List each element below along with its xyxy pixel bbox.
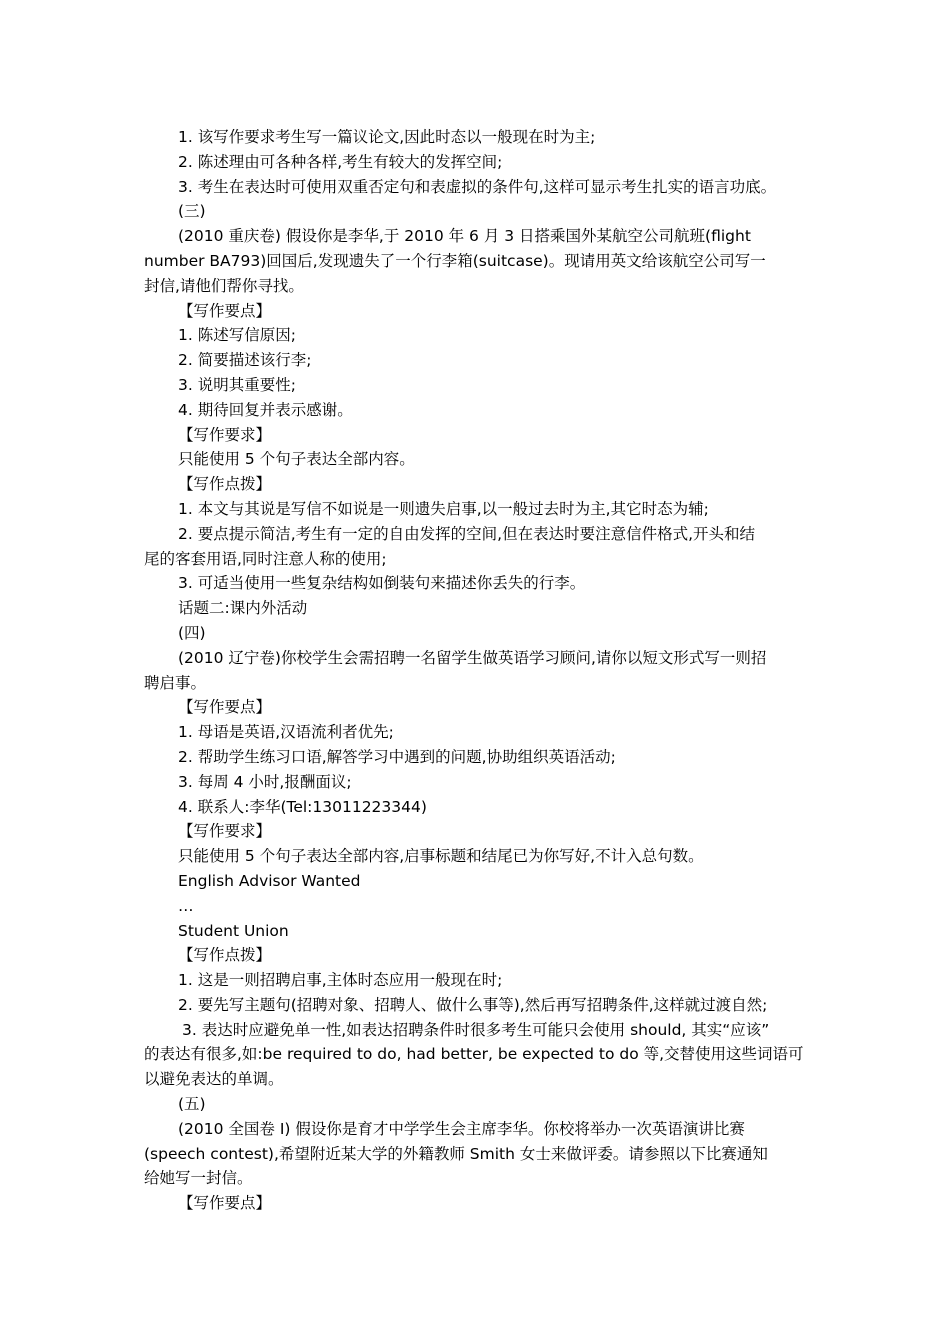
text-line: 2. 陈述理由可各种各样,考生有较大的发挥空间; [178, 152, 503, 171]
text-line: 3. 说明其重要性; [178, 375, 296, 394]
text-line: 3. 表达时应避免单一性,如表达招聘条件时很多考生可能只会使用 should, 其实“应该” [182, 1020, 770, 1039]
text-line: 【写作要点】 [178, 698, 272, 717]
text-line: 【写作要求】 [178, 425, 272, 444]
text-line: 4. 期待回复并表示感谢。 [178, 400, 353, 419]
text-line: English Advisor Wanted [178, 871, 361, 890]
text-line: 3. 每周 4 小时,报酬面议; [178, 772, 352, 791]
text-line: Student Union [178, 921, 289, 940]
text-line: 1. 该写作要求考生写一篇议论文,因此时态以一般现在时为主; [178, 128, 596, 146]
text-line: 【写作点拨】 [178, 475, 272, 494]
text-line: (speech contest),希望附近某大学的外籍教师 Smith 女士来做评委。请参照以下比赛通知 [144, 1144, 768, 1163]
text-line: 2. 帮助学生练习口语,解答学习中遇到的问题,协助组织英语活动; [178, 747, 616, 766]
text-line: 2. 要先写主题句(招聘对象、招聘人、做什么事等),然后再写招聘条件,这样就过渡自然; [178, 995, 768, 1014]
text-line: 以避免表达的单调。 [144, 1070, 284, 1089]
text-line: 尾的客套用语,同时注意人称的使用; [144, 549, 387, 568]
text-line: 3. 考生在表达时可使用双重否定句和表虚拟的条件句,这样可显示考生扎实的语言功底。 [178, 177, 777, 196]
text-line: 1. 陈述写信原因; [178, 326, 296, 345]
text-line: (2010 重庆卷) 假设你是李华,于 2010 年 6 月 3 日搭乘国外某航空公司航班(flight [178, 227, 751, 246]
text-line: 【写作要点】 [178, 1194, 272, 1213]
text-line: 【写作要求】 [178, 822, 272, 841]
text-line: 1. 母语是英语,汉语流利者优先; [178, 723, 394, 742]
document-page [144, 125, 810, 1216]
text-line: 只能使用 5 个句子表达全部内容。 [178, 450, 415, 469]
text-line: 3. 可适当使用一些复杂结构如倒装句来描述你丢失的行李。 [178, 574, 586, 593]
text-line: 【写作要点】 [178, 301, 272, 320]
text-line: 1. 这是一则招聘启事,主体时态应用一般现在时; [178, 971, 503, 990]
text-line: … [178, 896, 194, 915]
text-line: 只能使用 5 个句子表达全部内容,启事标题和结尾已为你写好,不计入总句数。 [178, 847, 704, 866]
text-line: (三) [178, 202, 206, 221]
text-line: number BA793)回国后,发现遗失了一个行李箱(suitcase)。现请用英文给该航空公司写一 [144, 251, 766, 270]
text-line: 话题二:课内外活动 [178, 599, 308, 618]
text-line: 1. 本文与其说是写信不如说是一则遗失启事,以一般过去时为主,其它时态为辅; [178, 499, 709, 518]
text-line: (四) [178, 623, 206, 642]
text-line: 的表达有很多,如:be required to do, had better, be expected to do 等,交替使用这些词语可 [144, 1045, 804, 1064]
text-line: 给她写一封信。 [144, 1169, 253, 1188]
text-line: 2. 简要描述该行李; [178, 351, 312, 370]
text-line: (2010 辽宁卷)你校学生会需招聘一名留学生做英语学习顾问,请你以短文形式写一则招 [178, 648, 767, 667]
text-line: 2. 要点提示简洁,考生有一定的自由发挥的空间,但在表达时要注意信件格式,开头和结 [178, 524, 755, 543]
text-line: 4. 联系人:李华(Tel:13011223344) [178, 797, 427, 816]
text-line: (五) [178, 1095, 206, 1114]
text-line: 聘启事。 [144, 673, 207, 692]
text-line: (2010 全国卷 I) 假设你是育才中学学生会主席李华。你校将举办一次英语演讲比赛 [178, 1119, 745, 1138]
text-line: 【写作点拨】 [178, 946, 272, 965]
text-line: 封信,请他们帮你寻找。 [144, 276, 304, 295]
